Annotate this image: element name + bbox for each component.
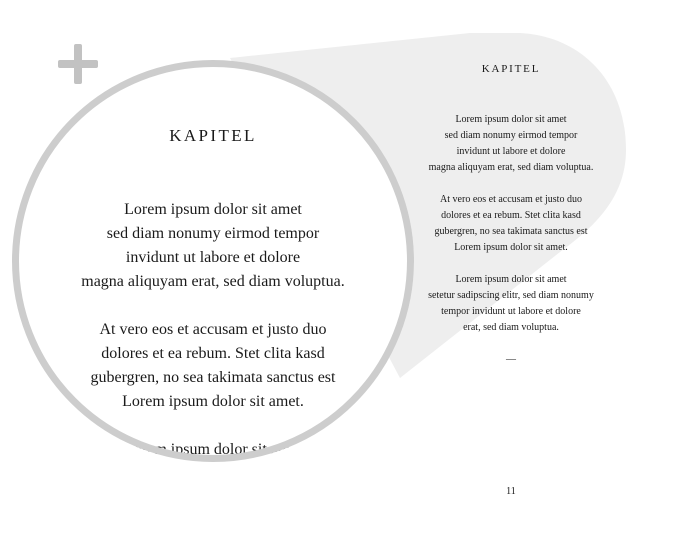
magnified-line: Lorem ipsum dolor sit amet bbox=[124, 441, 302, 458]
page-line: Lorem ipsum dolor sit amet bbox=[455, 274, 567, 285]
book-page bbox=[400, 50, 622, 366]
page-line: erat, sed diam voluptua. bbox=[463, 322, 559, 333]
magnified-line: invidunt ut labore et dolore bbox=[125, 249, 301, 266]
page-paragraph-2 bbox=[400, 192, 622, 256]
page-paragraph-3 bbox=[400, 272, 622, 336]
magnified-paragraph-1 bbox=[12, 198, 414, 294]
page-line: Lorem ipsum dolor sit amet bbox=[455, 114, 567, 125]
magnified-line: dolores et ea rebum. Stet clita kasd bbox=[101, 345, 325, 362]
magnified-paragraph-2 bbox=[12, 318, 414, 414]
page-line: magna aliquyam erat, sed diam voluptua. bbox=[428, 162, 594, 173]
magnifier-lens bbox=[12, 60, 414, 462]
page-line: invidunt ut labore et dolore bbox=[456, 146, 566, 157]
magnified-chapter-title: KAPITEL bbox=[169, 126, 257, 145]
page-line: gubergren, no sea takimata sanctus est bbox=[434, 226, 588, 237]
magnified-paragraph-3 bbox=[12, 438, 414, 462]
page-line: dolores et ea rebum. Stet clita kasd bbox=[441, 210, 581, 221]
page-chapter-title: KAPITEL bbox=[481, 63, 541, 75]
magnified-line: Lorem ipsum dolor sit amet bbox=[124, 201, 302, 218]
magnified-line: gubergren, no sea takimata sanctus est bbox=[90, 369, 336, 386]
magnified-line: magna aliquyam erat, sed diam voluptua. bbox=[81, 273, 345, 290]
page-line: At vero eos et accusam et justo duo bbox=[440, 194, 582, 205]
magnified-line: At vero eos et accusam et justo duo bbox=[99, 321, 327, 338]
page-line: sed diam nonumy eirmod tempor bbox=[444, 130, 578, 141]
page-line: Lorem ipsum dolor sit amet. bbox=[454, 242, 568, 253]
page-paragraph-1 bbox=[400, 112, 622, 176]
page-end-mark: — bbox=[506, 354, 516, 365]
page-line: setetur sadipscing elitr, sed diam nonumy bbox=[428, 290, 594, 301]
page-number: 11 bbox=[506, 486, 516, 497]
magnified-line: Lorem ipsum dolor sit amet. bbox=[122, 393, 304, 410]
magnified-text bbox=[12, 60, 414, 462]
page-line: tempor invidunt ut labore et dolore bbox=[441, 306, 581, 317]
magnified-line: sed diam nonumy eirmod tempor bbox=[106, 225, 320, 242]
